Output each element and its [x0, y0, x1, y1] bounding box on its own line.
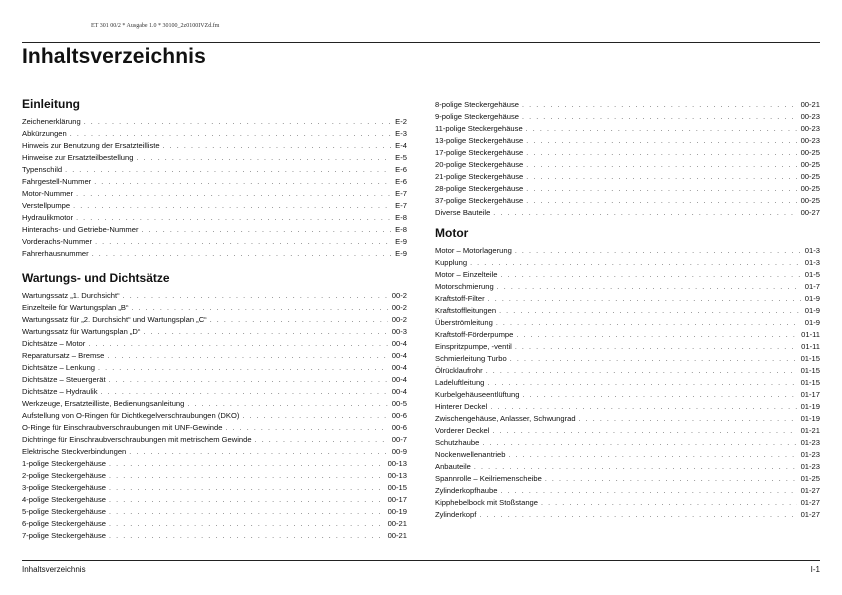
toc-entry-label: 6-polige Steckergehäuse [22, 519, 107, 528]
toc-entry-page: 00-23 [800, 136, 820, 145]
toc-leader-dots [94, 177, 391, 189]
toc-column-right [435, 99, 820, 521]
toc-entry-page: 00-2 [391, 315, 407, 324]
toc-leader-dots [526, 160, 796, 172]
toc-entry[interactable] [435, 111, 820, 123]
toc-entry[interactable] [22, 212, 407, 224]
toc-leader-dots [522, 390, 796, 402]
toc-entry[interactable] [435, 497, 820, 509]
toc-entry[interactable] [435, 257, 820, 269]
toc-entry-page: 00-13 [387, 459, 407, 468]
toc-entry-page: 01-21 [800, 426, 820, 435]
toc-entry-page: 00-6 [391, 423, 407, 432]
toc-entry-label: Kraftstoff-Förderpumpe [435, 330, 514, 339]
toc-entry-label: Vorderachs-Nummer [22, 237, 93, 246]
toc-entry-page: 01-15 [800, 366, 820, 375]
toc-entry[interactable] [435, 461, 820, 473]
toc-entry-page: 00-25 [800, 160, 820, 169]
toc-column-left [22, 96, 407, 542]
toc-entry-label: Vorderer Deckel [435, 426, 490, 435]
toc-entry-label: Motor – Einzelteile [435, 270, 498, 279]
toc-entry-page: 00-7 [391, 435, 407, 444]
toc-entry-page: 01-15 [800, 378, 820, 387]
toc-entry[interactable] [22, 314, 407, 326]
toc-entry-page: 01-15 [800, 354, 820, 363]
toc-entry-label: Motor-Nummer [22, 189, 74, 198]
toc-leader-dots [526, 136, 796, 148]
toc-entry-label: Ölrücklaufrohr [435, 366, 483, 375]
toc-leader-dots [141, 225, 391, 237]
toc-entry-page: 01-7 [804, 282, 820, 291]
toc-entry-page: 01-17 [800, 390, 820, 399]
toc-leader-dots [98, 363, 388, 375]
toc-entry-label: O-Ringe für Einschraubverschraubungen mit UNF-Gewinde [22, 423, 223, 432]
toc-entry[interactable] [22, 128, 407, 140]
toc-entry-page: 00-6 [391, 411, 407, 420]
toc-entry-page: 00-5 [391, 399, 407, 408]
toc-entry[interactable] [435, 269, 820, 281]
toc-entry-page: 00-25 [800, 184, 820, 193]
toc-entry-page: 00-17 [387, 495, 407, 504]
toc-entry[interactable] [435, 353, 820, 365]
toc-entry-label: 17-polige Steckergehäuse [435, 148, 524, 157]
toc-entry-page: 00-4 [391, 339, 407, 348]
toc-entry-page: 01-11 [801, 342, 820, 351]
toc-entry[interactable] [435, 509, 820, 521]
toc-entry-page: 01-23 [800, 450, 820, 459]
toc-entry-label: Abkürzungen [22, 129, 67, 138]
toc-leader-dots [499, 306, 801, 318]
toc-leader-dots [210, 315, 388, 327]
toc-entry[interactable] [22, 176, 407, 188]
toc-leader-dots [88, 339, 387, 351]
toc-entry-label: Zwischengehäuse, Anlasser, Schwungrad [435, 414, 576, 423]
toc-entry[interactable] [22, 518, 407, 530]
top-divider [22, 42, 820, 43]
toc-entry-label: Anbauteile [435, 462, 471, 471]
toc-entry[interactable] [22, 302, 407, 314]
toc-entry-label: Reparatursatz – Bremse [22, 351, 105, 360]
toc-entry-page: E-6 [395, 165, 407, 174]
toc-entry-page: 00-4 [391, 387, 407, 396]
toc-leader-dots [526, 184, 796, 196]
toc-entry-page: E-8 [395, 213, 407, 222]
toc-leader-dots [109, 519, 384, 531]
toc-entry-page: E-9 [395, 249, 407, 258]
toc-entry-label: Fahrerhausnummer [22, 249, 89, 258]
section-heading-motor: Motor [435, 226, 469, 240]
toc-entry[interactable] [435, 281, 820, 293]
toc-entry-page: E-6 [395, 177, 407, 186]
toc-entry-label: Schmierleitung Turbo [435, 354, 507, 363]
toc-leader-dots [123, 291, 388, 303]
toc-entry[interactable] [435, 365, 820, 377]
toc-entry-label: Hydraulikmotor [22, 213, 74, 222]
toc-entry-label: Kupplung [435, 258, 468, 267]
toc-list-wartung [22, 290, 407, 542]
bottom-divider [22, 560, 820, 561]
toc-entry-page: E-3 [395, 129, 407, 138]
toc-entry-page: 00-3 [391, 327, 407, 336]
toc-entry[interactable] [22, 458, 407, 470]
toc-entry[interactable] [435, 171, 820, 183]
toc-leader-dots [526, 196, 796, 208]
toc-entry-label: Aufstellung von O-Ringen für Dichtkegelverschraubungen (DKO) [22, 411, 240, 420]
toc-entry-page: E-9 [395, 237, 407, 246]
toc-leader-dots [109, 375, 388, 387]
toc-entry[interactable] [22, 530, 407, 542]
toc-entry-label: 11-polige Steckergehäuse [435, 124, 523, 133]
toc-leader-dots [65, 165, 391, 177]
toc-entry-label: 5-polige Steckergehäuse [22, 507, 107, 516]
toc-entry-label: 21-polige Steckergehäuse [435, 172, 524, 181]
toc-entry-page: 00-4 [391, 351, 407, 360]
toc-entry-page: 00-2 [391, 303, 407, 312]
toc-entry-page: 00-23 [800, 112, 820, 121]
toc-entry[interactable] [435, 135, 820, 147]
toc-entry-page: E-5 [395, 153, 407, 162]
toc-entry[interactable] [22, 374, 407, 386]
toc-entry-label: 20-polige Steckergehäuse [435, 160, 524, 169]
toc-entry-label: Zylinderkopf [435, 510, 477, 519]
toc-entry-page: 01-3 [804, 246, 820, 255]
toc-entry-label: 4-polige Steckergehäuse [22, 495, 107, 504]
toc-entry[interactable] [435, 473, 820, 485]
toc-leader-dots [493, 208, 796, 220]
toc-entry-page: 01-3 [804, 258, 820, 267]
toc-leader-dots [545, 474, 797, 486]
toc-entry[interactable] [22, 482, 407, 494]
toc-entry-label: Dichtsätze – Hydraulik [22, 387, 98, 396]
toc-entry-page: 00-9 [391, 447, 407, 456]
toc-entry[interactable] [22, 422, 407, 434]
toc-entry-page: 01-5 [804, 270, 820, 279]
toc-leader-dots [76, 189, 391, 201]
toc-entry[interactable] [435, 159, 820, 171]
toc-entry[interactable] [435, 389, 820, 401]
toc-leader-dots [109, 471, 384, 483]
toc-entry-page: 00-23 [800, 124, 820, 133]
toc-entry-label: Dichtsätze – Steuergerät [22, 375, 106, 384]
toc-entry-label: Einzelteile für Wartungsplan „B“ [22, 303, 129, 312]
toc-leader-dots [163, 141, 392, 153]
toc-list-motor [435, 245, 820, 521]
toc-entry-label: Ladeluftleitung [435, 378, 485, 387]
toc-entry[interactable] [22, 506, 407, 518]
toc-entry-page: 01-23 [800, 438, 820, 447]
toc-leader-dots [510, 354, 797, 366]
toc-entry-label: Zylinderkopfhaube [435, 486, 498, 495]
toc-entry-label: Dichtringe für Einschraubverschraubungen mit metrischem Gewinde [22, 435, 252, 444]
document-meta: ET 301 00/2 * Ausgabe 1.0 * 30100_2z0100IVZd.fm [91, 23, 220, 29]
toc-leader-dots [136, 153, 391, 165]
toc-entry-label: Wartungssatz „1. Durchsicht“ [22, 291, 120, 300]
toc-entry-label: Werkzeuge, Ersatzteilliste, Bedienungsanleitung [22, 399, 185, 408]
toc-leader-dots [242, 411, 387, 423]
toc-entry[interactable] [22, 188, 407, 200]
toc-entry[interactable] [22, 398, 407, 410]
toc-entry-page: 01-25 [800, 474, 820, 483]
toc-entry-label: Hinterer Deckel [435, 402, 488, 411]
toc-entry-page: 01-27 [800, 510, 820, 519]
toc-entry-page: 00-13 [387, 471, 407, 480]
toc-entry[interactable] [435, 195, 820, 207]
toc-entry-label: Kipphebelbock mit Stoßstange [435, 498, 538, 507]
toc-entry[interactable] [435, 317, 820, 329]
toc-entry-label: 13-polige Steckergehäuse [435, 136, 524, 145]
toc-entry[interactable] [22, 290, 407, 302]
toc-leader-dots [526, 124, 797, 136]
toc-leader-dots [109, 531, 384, 543]
toc-entry-page: 00-21 [800, 100, 820, 109]
toc-entry[interactable] [435, 449, 820, 461]
toc-entry-page: 00-25 [800, 148, 820, 157]
toc-entry[interactable] [22, 248, 407, 260]
toc-entry-page: 00-4 [391, 375, 407, 384]
toc-leader-dots [255, 435, 388, 447]
toc-leader-dots [84, 117, 391, 129]
toc-entry[interactable] [22, 350, 407, 362]
toc-entry-label: Diverse Bauteile [435, 208, 491, 217]
toc-entry[interactable] [22, 236, 407, 248]
toc-leader-dots [522, 100, 797, 112]
toc-entry-page: E-2 [395, 117, 407, 126]
toc-leader-dots [129, 447, 388, 459]
toc-entry-label: Nockenwellenantrieb [435, 450, 506, 459]
toc-entry[interactable] [22, 494, 407, 506]
toc-entry-label: 8-polige Steckergehäuse [435, 100, 520, 109]
toc-entry[interactable] [435, 437, 820, 449]
toc-leader-dots [500, 486, 796, 498]
toc-entry-page: 01-11 [801, 330, 820, 339]
toc-leader-dots [92, 249, 391, 261]
toc-leader-dots [497, 282, 801, 294]
footer-page-number: I-1 [810, 565, 820, 574]
section-heading-einleitung: Einleitung [22, 97, 80, 111]
toc-leader-dots [526, 172, 796, 184]
toc-entry-page: 01-27 [800, 486, 820, 495]
toc-leader-dots [482, 438, 796, 450]
page-title: Inhaltsverzeichnis [22, 45, 206, 68]
toc-entry-label: Überströmleitung [435, 318, 493, 327]
toc-entry[interactable] [22, 362, 407, 374]
toc-entry-label: Spannrolle – Keilriemenscheibe [435, 474, 542, 483]
toc-entry-label: Wartungssatz für „2. Durchsicht“ und Wartungsplan „C“ [22, 315, 207, 324]
toc-entry[interactable] [435, 293, 820, 305]
toc-entry-page: 00-25 [800, 172, 820, 181]
toc-entry[interactable] [22, 446, 407, 458]
toc-entry[interactable] [435, 401, 820, 413]
toc-leader-dots [515, 246, 801, 258]
toc-entry-label: Dichtsätze – Lenkung [22, 363, 96, 372]
toc-leader-dots [109, 495, 384, 507]
toc-entry[interactable] [435, 341, 820, 353]
toc-entry-page: 00-27 [800, 208, 820, 217]
toc-entry-page: 00-15 [387, 483, 407, 492]
section-heading-wartung: Wartungs- und Dichtsätze [22, 271, 170, 285]
toc-entry[interactable] [435, 147, 820, 159]
toc-entry-label: Kraftstoffleitungen [435, 306, 497, 315]
toc-entry-label: 28-polige Steckergehäuse [435, 184, 524, 193]
toc-leader-dots [516, 330, 797, 342]
toc-list-stecker [435, 99, 820, 219]
toc-entry-label: 1-polige Steckergehäuse [22, 459, 107, 468]
toc-entry[interactable] [435, 329, 820, 341]
toc-entry-page: 01-23 [800, 462, 820, 471]
toc-leader-dots [488, 294, 801, 306]
toc-entry-label: Hinweise zur Ersatzteilbestellung [22, 153, 134, 162]
toc-entry[interactable] [22, 224, 407, 236]
toc-entry[interactable] [22, 152, 407, 164]
toc-entry[interactable] [435, 99, 820, 111]
toc-leader-dots [492, 426, 796, 438]
toc-entry-label: 2-polige Steckergehäuse [22, 471, 107, 480]
toc-entry-label: Motorschmierung [435, 282, 494, 291]
toc-leader-dots [541, 498, 797, 510]
toc-entry-page: 00-21 [387, 519, 407, 528]
toc-entry-page: 01-9 [804, 318, 820, 327]
toc-entry-label: Schutzhaube [435, 438, 480, 447]
toc-entry-label: Kurbelgehäuseentlüftung [435, 390, 520, 399]
toc-entry-page: E-7 [395, 201, 407, 210]
toc-entry[interactable] [435, 305, 820, 317]
toc-entry[interactable] [435, 123, 820, 135]
toc-entry-page: 01-27 [800, 498, 820, 507]
toc-entry-label: Wartungssatz für Wartungsplan „D“ [22, 327, 141, 336]
toc-list-einleitung [22, 116, 407, 260]
toc-entry[interactable] [435, 485, 820, 497]
toc-entry-label: Einspritzpumpe, -ventil [435, 342, 512, 351]
toc-entry-page: E-7 [395, 189, 407, 198]
toc-entry-label: 9-polige Steckergehäuse [435, 112, 520, 121]
toc-entry-page: 00-19 [387, 507, 407, 516]
toc-entry-label: 37-polige Steckergehäuse [435, 196, 524, 205]
toc-leader-dots [487, 378, 796, 390]
toc-leader-dots [143, 327, 387, 339]
toc-entry-page: 00-25 [800, 196, 820, 205]
toc-entry[interactable] [435, 377, 820, 389]
toc-leader-dots [526, 148, 796, 160]
toc-entry-page: 01-9 [804, 306, 820, 315]
toc-entry-page: 00-21 [387, 531, 407, 540]
toc-leader-dots [95, 237, 391, 249]
toc-entry[interactable] [22, 470, 407, 482]
toc-entry[interactable] [435, 245, 820, 257]
toc-entry[interactable] [435, 183, 820, 195]
toc-entry-page: 01-19 [800, 402, 820, 411]
toc-entry-page: 01-19 [800, 414, 820, 423]
toc-entry-label: Elektrische Steckverbindungen [22, 447, 127, 456]
toc-entry[interactable] [22, 386, 407, 398]
toc-entry[interactable] [22, 164, 407, 176]
toc-leader-dots [107, 351, 387, 363]
toc-entry[interactable] [435, 207, 820, 219]
toc-entry-label: 3-polige Steckergehäuse [22, 483, 107, 492]
toc-leader-dots [509, 450, 797, 462]
toc-leader-dots [522, 112, 797, 124]
toc-leader-dots [470, 258, 801, 270]
toc-leader-dots [109, 459, 384, 471]
toc-entry-page: E-8 [395, 225, 407, 234]
toc-entry[interactable] [22, 434, 407, 446]
toc-entry-label: Motor – Motorlagerung [435, 246, 512, 255]
toc-entry-label: Fahrgestell-Nummer [22, 177, 92, 186]
footer-title: Inhaltsverzeichnis [22, 565, 86, 574]
toc-entry-label: Dichtsätze – Motor [22, 339, 86, 348]
toc-entry[interactable] [22, 140, 407, 152]
toc-leader-dots [579, 414, 797, 426]
toc-entry-page: 01-9 [804, 294, 820, 303]
toc-entry-label: Zeichenerklärung [22, 117, 81, 126]
toc-leader-dots [496, 318, 801, 330]
toc-leader-dots [109, 507, 384, 519]
toc-entry[interactable] [22, 326, 407, 338]
toc-leader-dots [486, 366, 797, 378]
toc-leader-dots [73, 201, 391, 213]
toc-entry[interactable] [22, 338, 407, 350]
toc-entry-label: Hinterachs- und Getriebe-Nummer [22, 225, 139, 234]
toc-entry-label: 7-polige Steckergehäuse [22, 531, 107, 540]
toc-leader-dots [479, 510, 796, 522]
toc-entry-page: 00-4 [391, 363, 407, 372]
toc-entry-label: Verstellpumpe [22, 201, 71, 210]
toc-entry-page: E-4 [395, 141, 407, 150]
toc-entry[interactable] [435, 425, 820, 437]
toc-entry-label: Hinweis zur Benutzung der Ersatzteilliste [22, 141, 160, 150]
toc-entry[interactable] [435, 413, 820, 425]
toc-entry[interactable] [22, 410, 407, 422]
toc-entry[interactable] [22, 116, 407, 128]
toc-entry-page: 00-2 [391, 291, 407, 300]
toc-leader-dots [109, 483, 384, 495]
toc-leader-dots [515, 342, 797, 354]
toc-entry-label: Typenschild [22, 165, 63, 174]
toc-entry[interactable] [22, 200, 407, 212]
toc-entry-label: Kraftstoff-Filter [435, 294, 485, 303]
toc-leader-dots [500, 270, 800, 282]
